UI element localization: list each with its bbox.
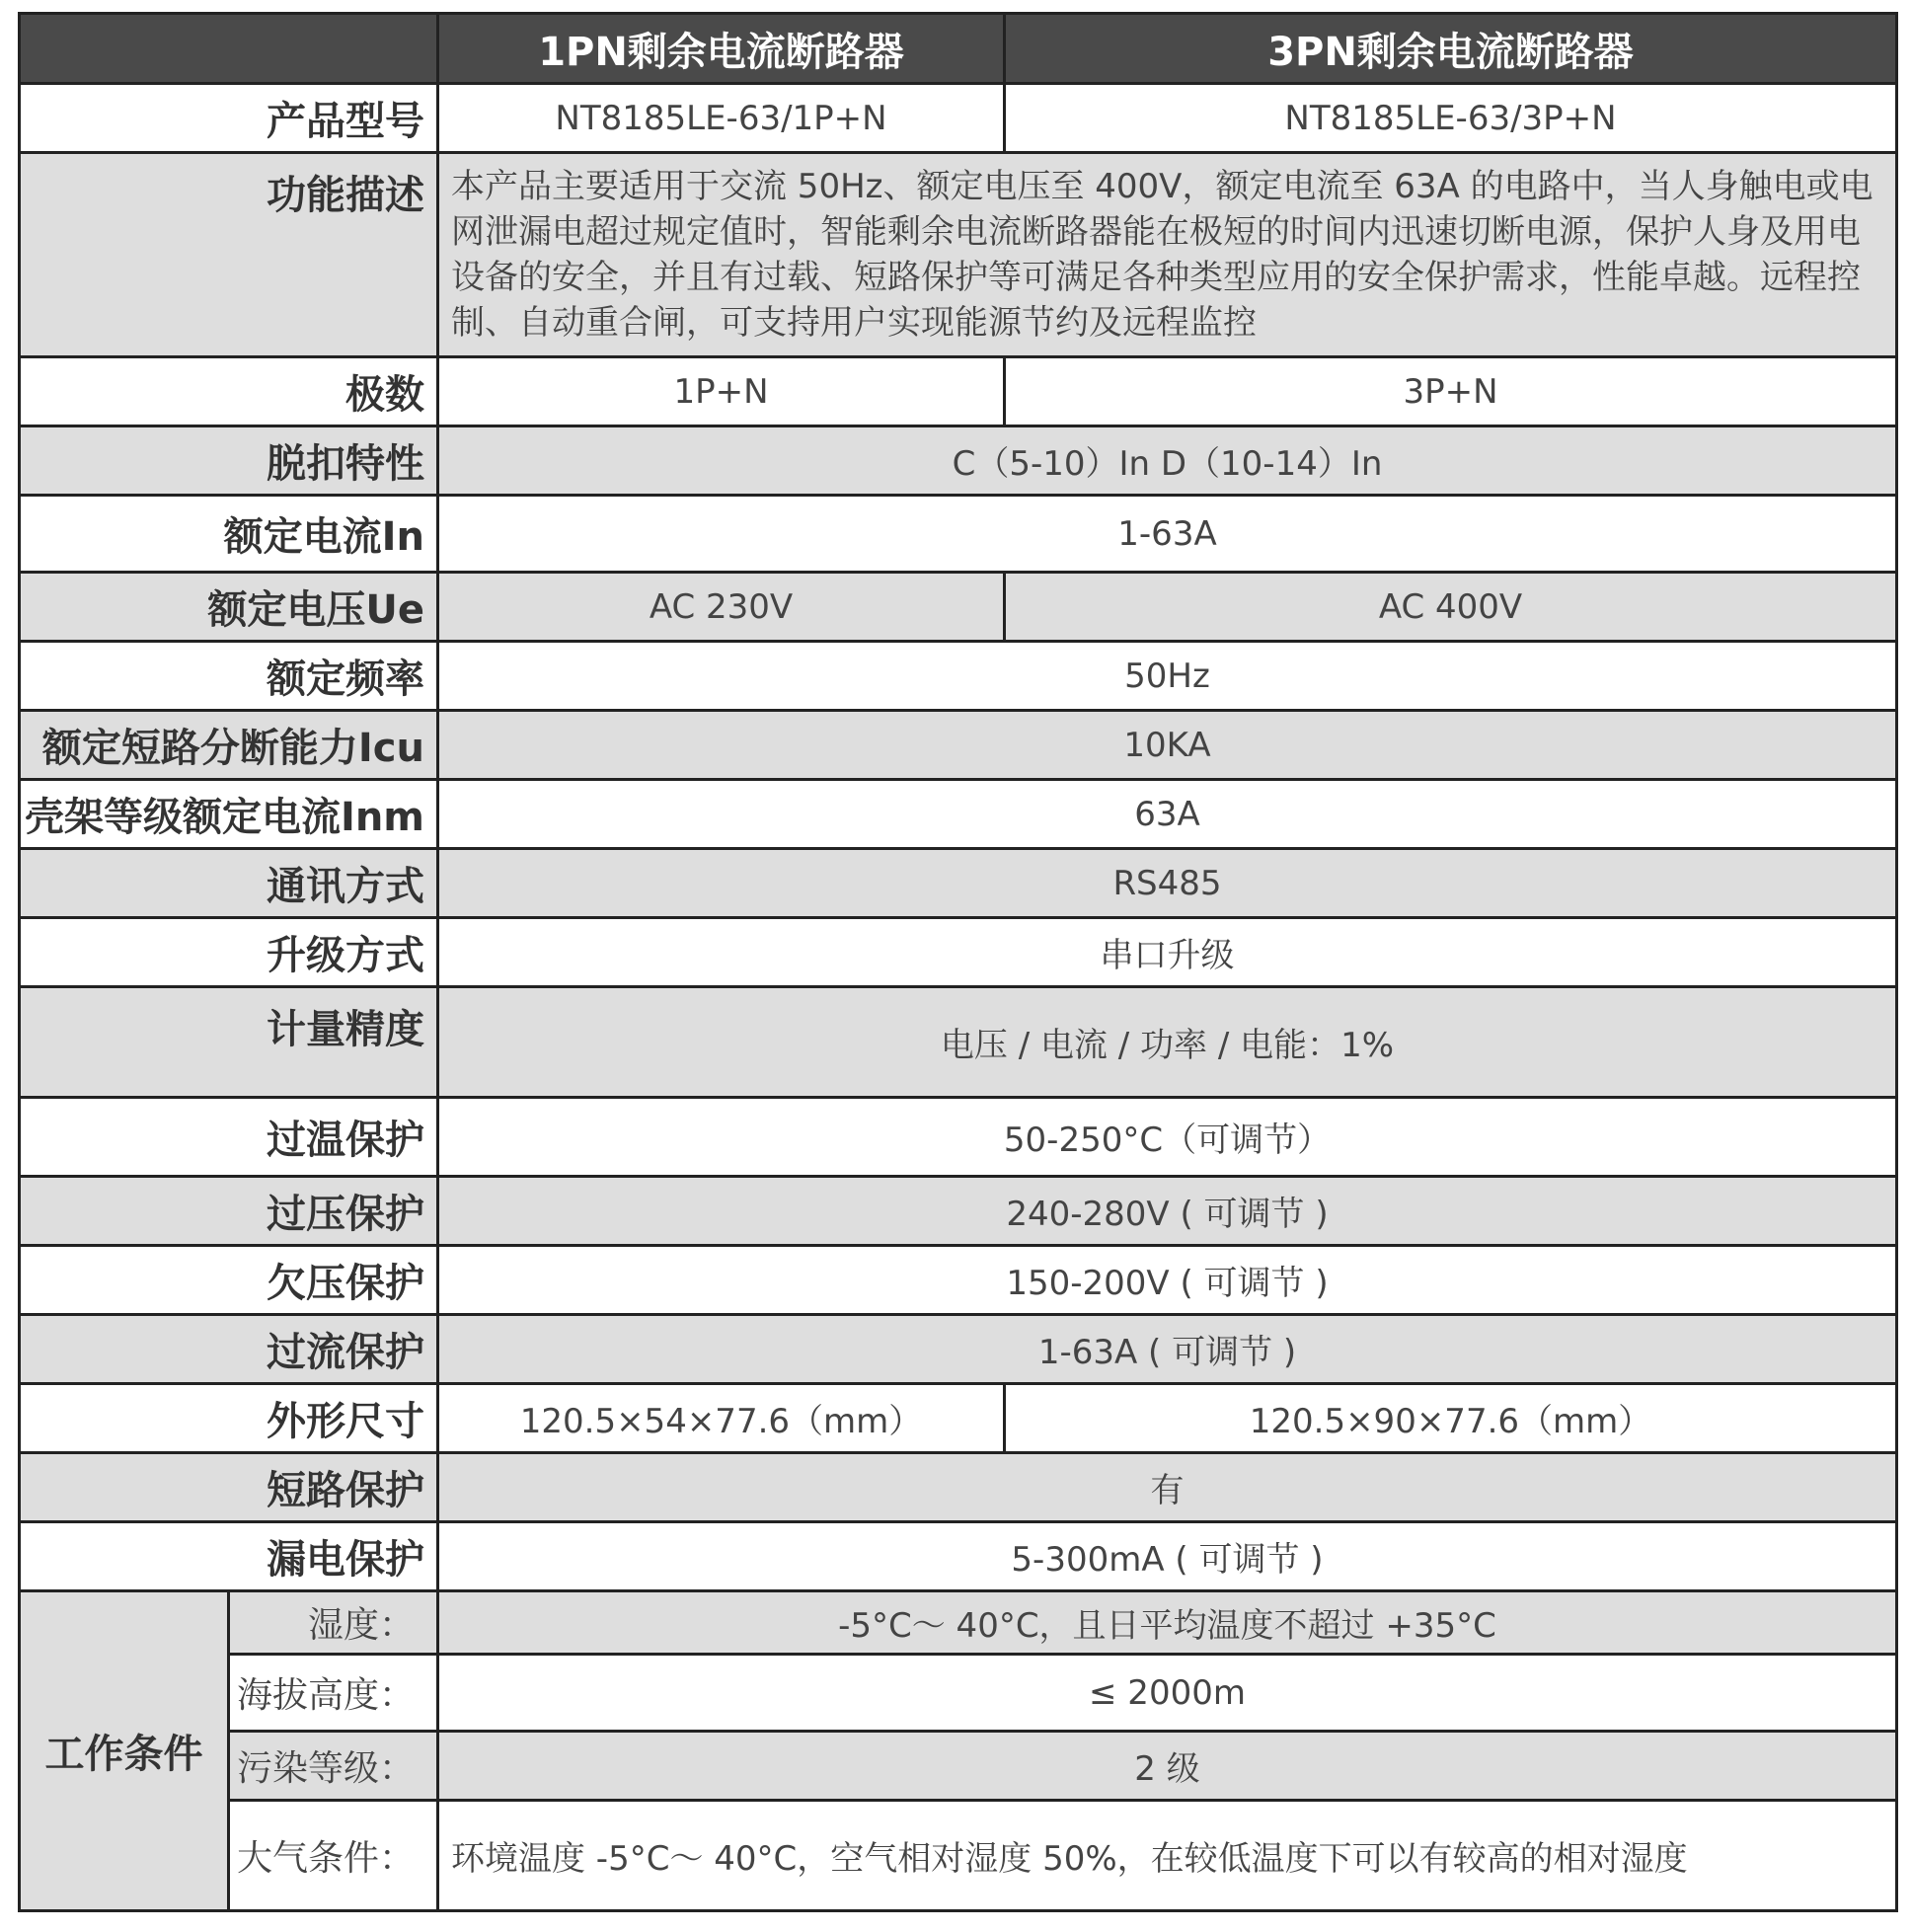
label-upgrade: 升级方式 bbox=[20, 918, 438, 987]
row-poles bbox=[20, 357, 1897, 426]
value-icu: 10KA bbox=[438, 711, 1897, 780]
label-current: 额定电流In bbox=[20, 496, 438, 573]
value-poles-3pn: 3P+N bbox=[1005, 357, 1897, 426]
row-leakage bbox=[20, 1522, 1897, 1591]
row-dimensions bbox=[20, 1384, 1897, 1453]
label-dimensions: 外形尺寸 bbox=[20, 1384, 438, 1453]
value-dimensions-3pn: 120.5×90×77.6（mm） bbox=[1005, 1384, 1897, 1453]
value-poles-1pn: 1P+N bbox=[438, 357, 1005, 426]
row-overtemp bbox=[20, 1098, 1897, 1177]
value-trip: C（5-10）In D（10-14）In bbox=[438, 426, 1897, 496]
row-comm bbox=[20, 849, 1897, 918]
header-corner bbox=[20, 14, 438, 84]
value-desc: 本产品主要适用于交流 50Hz、额定电压至 400V，额定电流至 63A 的电路中，当人身触电或电网泄漏电超过规定值时，智能剩余电流断路器能在极短的时间内迅速切断电源，保护人身及用电设备的安全，并且有过载、短路保护等可满足各种类型应用的安全保护需求，性能卓越。远程控制、自动重合闸，可支持用户实现能源节约及远程监控 bbox=[438, 153, 1897, 357]
value-model-1pn: NT8185LE-63/1P+N bbox=[438, 84, 1005, 153]
label-undervolt: 欠压保护 bbox=[20, 1246, 438, 1315]
row-humidity bbox=[20, 1591, 1897, 1655]
label-freq: 额定频率 bbox=[20, 642, 438, 711]
value-upgrade: 串口升级 bbox=[438, 918, 1897, 987]
label-leakage: 漏电保护 bbox=[20, 1522, 438, 1591]
value-model-3pn: NT8185LE-63/3P+N bbox=[1005, 84, 1897, 153]
spec-table bbox=[18, 12, 1898, 1912]
value-undervolt: 150-200V ( 可调节 ) bbox=[438, 1246, 1897, 1315]
value-overcurrent: 1-63A ( 可调节 ) bbox=[438, 1315, 1897, 1384]
row-trip bbox=[20, 426, 1897, 496]
value-altitude: ≤ 2000m bbox=[438, 1655, 1897, 1732]
value-overtemp: 50-250°C（可调节） bbox=[438, 1098, 1897, 1177]
row-overcurrent bbox=[20, 1315, 1897, 1384]
label-humidity: 湿度： bbox=[229, 1591, 438, 1655]
row-desc bbox=[20, 153, 1897, 357]
value-current: 1-63A bbox=[438, 496, 1897, 573]
value-comm: RS485 bbox=[438, 849, 1897, 918]
value-accuracy: 电压 / 电流 / 功率 / 电能：1% bbox=[438, 987, 1897, 1098]
value-overvolt: 240-280V ( 可调节 ) bbox=[438, 1177, 1897, 1246]
value-voltage-1pn: AC 230V bbox=[438, 573, 1005, 642]
label-overvolt: 过压保护 bbox=[20, 1177, 438, 1246]
label-atmosphere: 大气条件： bbox=[229, 1801, 438, 1911]
row-accuracy bbox=[20, 987, 1897, 1098]
row-inm bbox=[20, 780, 1897, 849]
label-overcurrent: 过流保护 bbox=[20, 1315, 438, 1384]
label-conditions: 工作条件 bbox=[20, 1591, 229, 1911]
label-shortcircuit: 短路保护 bbox=[20, 1453, 438, 1522]
value-dimensions-1pn: 120.5×54×77.6（mm） bbox=[438, 1384, 1005, 1453]
label-accuracy: 计量精度 bbox=[20, 987, 438, 1098]
row-icu bbox=[20, 711, 1897, 780]
row-current bbox=[20, 496, 1897, 573]
label-icu: 额定短路分断能力Icu bbox=[20, 711, 438, 780]
row-model bbox=[20, 84, 1897, 153]
label-inm: 壳架等级额定电流Inm bbox=[20, 780, 438, 849]
row-voltage bbox=[20, 573, 1897, 642]
label-comm: 通讯方式 bbox=[20, 849, 438, 918]
row-freq bbox=[20, 642, 1897, 711]
label-desc: 功能描述 bbox=[20, 153, 438, 357]
value-humidity: -5°C～ 40°C，且日平均温度不超过 +35°C bbox=[438, 1591, 1897, 1655]
value-leakage: 5-300mA ( 可调节 ) bbox=[438, 1522, 1897, 1591]
row-pollution bbox=[20, 1732, 1897, 1801]
row-upgrade bbox=[20, 918, 1897, 987]
row-overvolt bbox=[20, 1177, 1897, 1246]
value-pollution: 2 级 bbox=[438, 1732, 1897, 1801]
row-atmosphere bbox=[20, 1801, 1897, 1911]
header-1pn: 1PN剩余电流断路器 bbox=[438, 14, 1005, 84]
header-3pn: 3PN剩余电流断路器 bbox=[1005, 14, 1897, 84]
row-undervolt bbox=[20, 1246, 1897, 1315]
value-shortcircuit: 有 bbox=[438, 1453, 1897, 1522]
value-freq: 50Hz bbox=[438, 642, 1897, 711]
label-poles: 极数 bbox=[20, 357, 438, 426]
value-inm: 63A bbox=[438, 780, 1897, 849]
value-atmosphere: 环境温度 -5°C～ 40°C，空气相对湿度 50%，在较低温度下可以有较高的相对湿度 bbox=[438, 1801, 1897, 1911]
label-model: 产品型号 bbox=[20, 84, 438, 153]
row-shortcircuit bbox=[20, 1453, 1897, 1522]
label-altitude: 海拔高度： bbox=[229, 1655, 438, 1732]
value-voltage-3pn: AC 400V bbox=[1005, 573, 1897, 642]
label-pollution: 污染等级： bbox=[229, 1732, 438, 1801]
label-overtemp: 过温保护 bbox=[20, 1098, 438, 1177]
row-altitude bbox=[20, 1655, 1897, 1732]
label-trip: 脱扣特性 bbox=[20, 426, 438, 496]
header-row bbox=[20, 14, 1897, 84]
label-voltage: 额定电压Ue bbox=[20, 573, 438, 642]
